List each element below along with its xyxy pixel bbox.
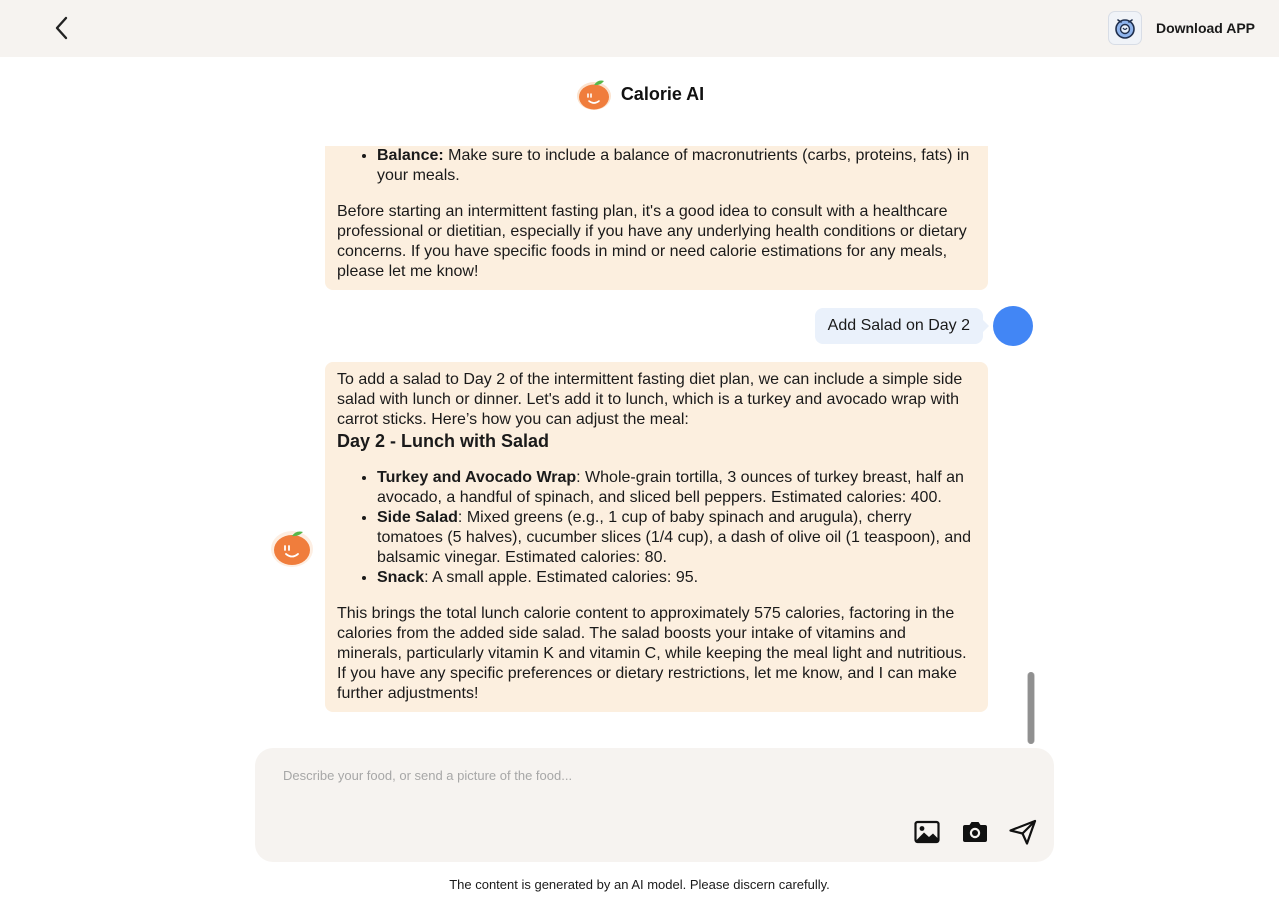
download-app-button[interactable] <box>1108 10 1255 46</box>
message-paragraph: Before starting an intermittent fasting plan, it's a good idea to consult with a healthcare professional or dietitian, especially if you have any underlying health conditions or dietary concerns. If you have specific foods in mind or need calorie estimations for any meals, please let me know! <box>337 203 967 280</box>
list-item-title: Snack <box>377 569 425 586</box>
top-bar <box>0 0 1279 57</box>
message-paragraph: This brings the total lunch calorie content to approximately 575 calories, factoring in the calories from the added side salad. The salad boosts your intake of vitamins and minerals, particularly vitamin K and vitamin C, while keeping the meal light and nutritious. If you have any specific preferences or dietary restrictions, let me know, and I can make further adjustments! <box>337 605 967 702</box>
list-item-title: Turkey and Avocado Wrap <box>377 469 577 486</box>
scrollbar-thumb[interactable] <box>1028 672 1034 744</box>
list-item <box>377 146 975 186</box>
download-app-label: Download APP <box>1155 20 1255 36</box>
chevron-left-icon <box>52 15 72 41</box>
user-message-row <box>815 306 1033 346</box>
message-composer <box>255 748 1054 862</box>
user-message: Add Salad on Day 2 <box>815 308 983 344</box>
list-item-text: Make sure to include a balance of macronutrients (carbs, proteins, fats) in your meals. <box>377 147 970 184</box>
camera-button[interactable] <box>961 818 989 846</box>
list-item <box>377 568 975 588</box>
list-item-text: : A small apple. Estimated calories: 95. <box>424 569 699 586</box>
camera-icon <box>961 820 989 844</box>
send-icon <box>1009 819 1037 845</box>
list-item-text: : Mixed greens (e.g., 1 cup of baby spinach and arugula), cherry tomatoes (5 halves), cucumber slices (1/4 cup), a dash of olive oil (1 teaspoon), and balsamic vinegar. Estimated calories: 80. <box>377 509 972 566</box>
upload-image-button[interactable] <box>913 818 941 846</box>
bullet-list <box>337 468 975 588</box>
message-input[interactable] <box>281 766 885 810</box>
ai-disclaimer: The content is generated by an AI model. Please discern carefully. <box>449 877 830 892</box>
message-heading: Day 2 - Lunch with Salad <box>337 431 550 451</box>
list-item-title: Side Salad <box>377 509 458 526</box>
list-item-title: Balance: <box>377 147 444 164</box>
scrollbar[interactable] <box>1027 672 1035 744</box>
list-item <box>377 508 975 568</box>
ai-message <box>325 362 988 712</box>
send-button[interactable] <box>1009 818 1037 846</box>
image-icon <box>914 820 940 844</box>
chat-history[interactable] <box>0 146 1279 744</box>
message-paragraph: To add a salad to Day 2 of the intermittent fasting diet plan, we can include a simple side salad with lunch or dinner. Let's add it to lunch, which is a turkey and avocado wrap with carrot sticks. Here’s how you can adjust the meal: <box>337 371 963 428</box>
app-logo-icon <box>1108 11 1142 45</box>
ai-message <box>325 146 988 290</box>
list-item-text: : Whole-grain tortilla, 3 ounces of turkey breast, half an avocado, a handful of spinach, and sliced bell peppers. Estimated calories: 400. <box>377 469 964 506</box>
list-item <box>377 468 975 508</box>
back-button[interactable] <box>46 12 78 44</box>
page-title: Calorie AI <box>620 83 705 104</box>
tomato-smile-icon <box>575 76 613 112</box>
bullet-list <box>337 146 975 186</box>
ai-avatar <box>270 524 314 568</box>
app-title <box>0 76 1279 112</box>
user-avatar <box>993 306 1033 346</box>
